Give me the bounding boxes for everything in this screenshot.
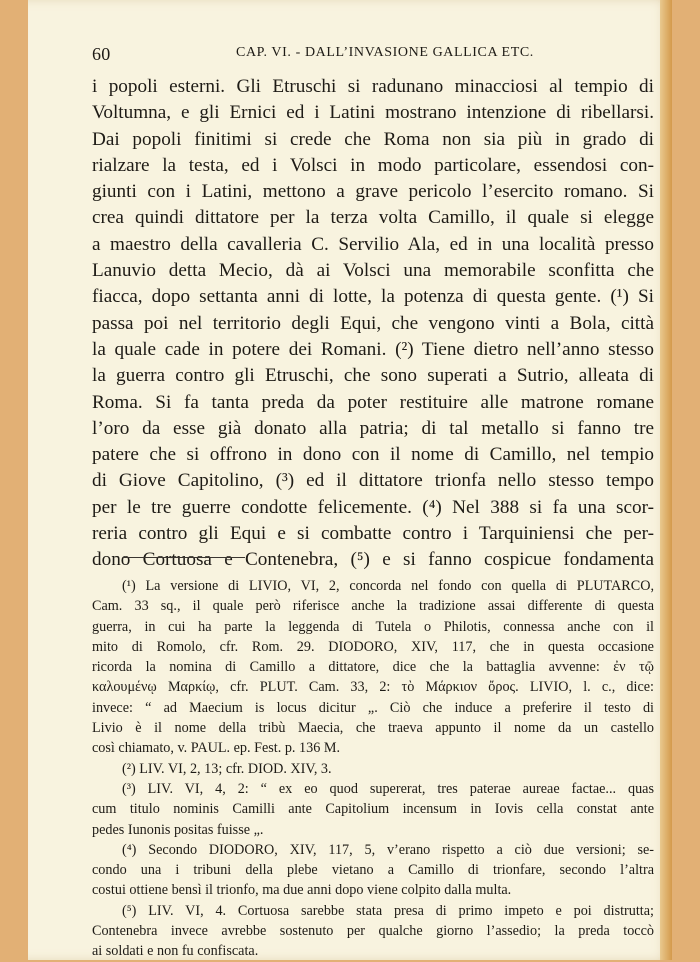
- text-line: per le tre guerre condotte felicemente. (⁴) Nel 388 si fa una scor-: [92, 496, 654, 518]
- footnote-line: (³) LIV. VI, 4, 2: “ ex eo quod supererat, tres paterae aureae factae... quas: [122, 780, 654, 797]
- footnote-line: condo una i tribuni della plebe vietano a Camillo di trionfare, secondo l’altra: [92, 862, 654, 879]
- text-line: reria contro gli Equi e si combatte contro i Tarquiniensi che per-: [92, 523, 654, 545]
- footnote-line: pedes Iunonis positas fuisse „.: [92, 821, 264, 838]
- text-line: Dai popoli finitimi si crede che Roma non sia più in grado di: [92, 128, 654, 150]
- footnote-line: costui ottiene bensì il trionfo, ma due anni dopo viene colpito dalla multa.: [92, 882, 512, 899]
- text-line: Roma. Si fa tanta preda da poter restituire alle matrone romane: [92, 391, 654, 413]
- text-line: rialzare la testa, ed i Volsci in modo particolare, essendosi con-: [92, 154, 654, 176]
- footnote-line: Cam. 33 sq., il quale però riferisce anche la tradizione assai differente di questa: [92, 598, 654, 615]
- footnote-line: Contenebra invece avrebbe sostenuto per qualche giorno l’assedio; la preda toccò: [92, 923, 654, 940]
- footnote-line: ricorda la nomina di Camillo a dittatore, dice che la battaglia avvenne: ἐν τῷ: [92, 659, 654, 676]
- text-line: giunti con i Latini, mettono a grave pericolo l’esercito romano. Si: [92, 181, 654, 203]
- footnote-line: cum titulo nominis Camilli ante Capitolium incensum in Iovis cella constat ante: [92, 801, 654, 818]
- footnote-line: mito di Romolo, cfr. Rom. 29. DIODORO, XIV, 117, che in questa occasione: [92, 638, 654, 655]
- text-line: dono Cortuosa e Contenebra, (⁵) e si fanno cospicue fondamenta: [92, 549, 654, 571]
- text-line: crea quindi dittatore per la terza volta Camillo, il quale si elegge: [92, 207, 654, 229]
- footnote-line: ai soldati e non fu confiscata.: [92, 943, 259, 960]
- text-line: patere che si offrono in dono con il nome di Camillo, nel tempio: [92, 444, 654, 466]
- text-line: Voltumna, e gli Ernici ed i Latini mostrano intenzione di ribellarsi.: [92, 102, 654, 124]
- footnote-line: (⁵) LIV. VI, 4. Cortuosa sarebbe stata presa di primo impeto e poi distrutta;: [122, 902, 654, 919]
- page-number: 60: [92, 44, 111, 64]
- text-line: l’oro da esse già donato alla patria; di tal metallo si fanno tre: [92, 417, 654, 439]
- footnote-line: invece: “ ad Maecium is locus dicitur „. Ciò che induce a preferire il testo di: [92, 699, 654, 716]
- footnote-line: guerra, in cui ha parte la leggenda di Tutela o Philotis, connessa anche con il: [92, 618, 654, 635]
- footnotes: [92, 576, 654, 962]
- text-line: la guerra contro gli Etruschi, che sono superati a Sutrio, alleata di: [92, 365, 654, 387]
- text-line: Lanuvio detta Mecio, dà ai Volsci una memorabile sconfitta che: [92, 260, 654, 282]
- text-line: a maestro della cavalleria C. Servilio Ala, ed in una località presso: [92, 233, 654, 255]
- footnote-line: (²) LIV. VI, 2, 13; cfr. DIOD. XIV, 3.: [122, 760, 332, 777]
- footnote-line: (⁴) Secondo DIODORO, XIV, 117, 5, v’erano rispetto a ciò due versioni; se-: [122, 841, 654, 858]
- footnote-line: καλουμένῳ Μαρκίῳ, cfr. PLUT. Cam. 33, 2: τὸ Μάρκιον ὄρος. LIVIO, l. c., dice:: [92, 679, 654, 696]
- main-text: [92, 74, 654, 574]
- footnote-line: Livio è il nome della tribù Maecia, che traeva appunto il nome da un castello: [92, 720, 654, 737]
- footnote-line: così chiamato, v. PAUL. ep. Fest. p. 136 M.: [92, 740, 341, 757]
- text-line: di Giove Capitolino, (³) ed il dittatore trionfa nello stesso tempo: [92, 470, 654, 492]
- book-page: [28, 0, 672, 960]
- footnote-line: (¹) La versione di LIVIO, VI, 2, concorda nel fondo con quella di PLUTARCO,: [122, 578, 654, 594]
- running-title: CAP. VI. - DALL’INVASIONE GALLICA ETC.: [236, 45, 534, 60]
- text-line: i popoli esterni. Gli Etruschi si radunano minacciosi al tempio di: [92, 76, 654, 97]
- text-line: la quale cade in potere dei Romani. (²) Tiene dietro nell’anno stesso: [92, 338, 654, 360]
- page-header: [92, 44, 654, 66]
- text-line: passa poi nel territorio degli Equi, che vengono vinti a Bola, città: [92, 312, 654, 334]
- text-line: fiacca, dopo settanta anni di lotte, la potenza di questa gente. (¹) Si: [92, 286, 654, 308]
- footnote-separator: [123, 557, 245, 558]
- page-edge: [660, 0, 672, 960]
